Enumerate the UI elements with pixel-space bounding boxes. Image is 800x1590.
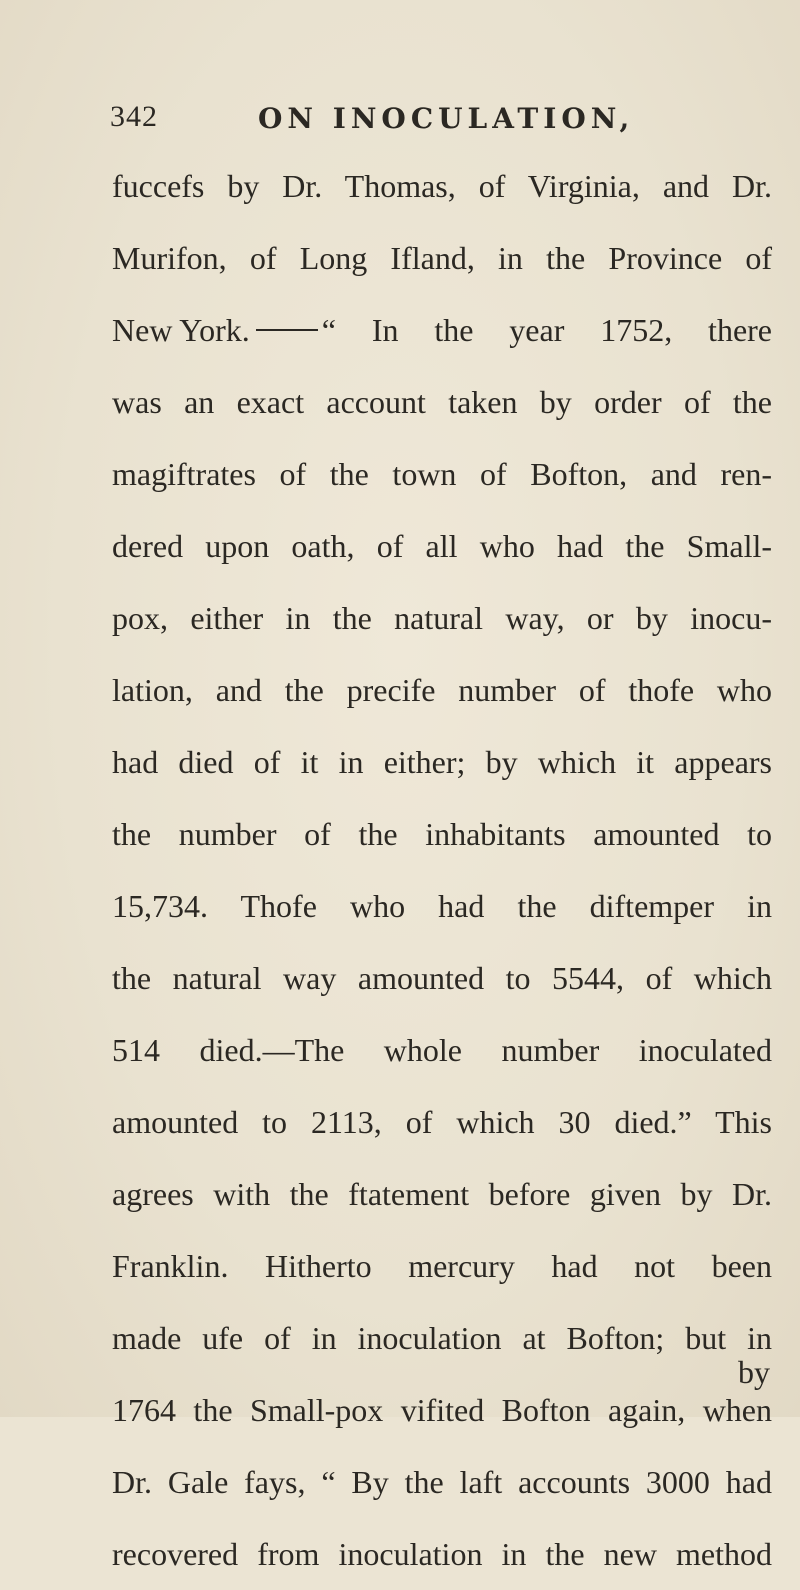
text-line: recovered from inoculation in the new method <box>112 1536 772 1572</box>
text-line: Dr. Gale fays, “ By the laft accounts 3000 had <box>112 1464 772 1500</box>
text-line: lation, and the precife number of thofe who <box>112 672 772 708</box>
text-line: agrees with the ftatement before given by Dr. <box>112 1176 772 1212</box>
text-segment: “ In the year 1752, there <box>321 312 772 348</box>
text-line: magiftrates of the town of Bofton, and ren- <box>112 456 772 492</box>
page-number: 342 <box>110 100 158 133</box>
dash-rule <box>256 329 318 331</box>
text-line: 1764 the Small-pox vifited Bofton again, when <box>112 1392 772 1428</box>
text-line <box>112 294 772 366</box>
running-head <box>0 100 800 150</box>
text-line: dered upon oath, of all who had the Small- <box>112 528 772 564</box>
text-line: the number of the inhabitants amounted to <box>112 816 772 852</box>
text-line: fuccefs by Dr. Thomas, of Virginia, and Dr. <box>112 168 772 204</box>
text-line: amounted to 2113, of which 30 died.” This <box>112 1104 772 1140</box>
running-title: ON INOCULATION, <box>258 102 635 135</box>
catchword: by <box>738 1354 770 1390</box>
text-line: pox, either in the natural way, or by inocu- <box>112 600 772 636</box>
text-segment: New York. <box>112 312 250 348</box>
text-line: had died of it in either; by which it appears <box>112 744 772 780</box>
text-line: made ufe of in inoculation at Bofton; but in <box>112 1320 772 1356</box>
text-line: 514 died.—The whole number inoculated <box>112 1032 772 1068</box>
text-line: was an exact account taken by order of the <box>112 384 772 420</box>
text-line: Murifon, of Long Ifland, in the Province of <box>112 240 772 276</box>
text-line: 15,734. Thofe who had the diftemper in <box>112 888 772 924</box>
catchword-line <box>0 1354 800 1404</box>
text-line: the natural way amounted to 5544, of which <box>112 960 772 996</box>
text-line: Franklin. Hitherto mercury had not been <box>112 1248 772 1284</box>
